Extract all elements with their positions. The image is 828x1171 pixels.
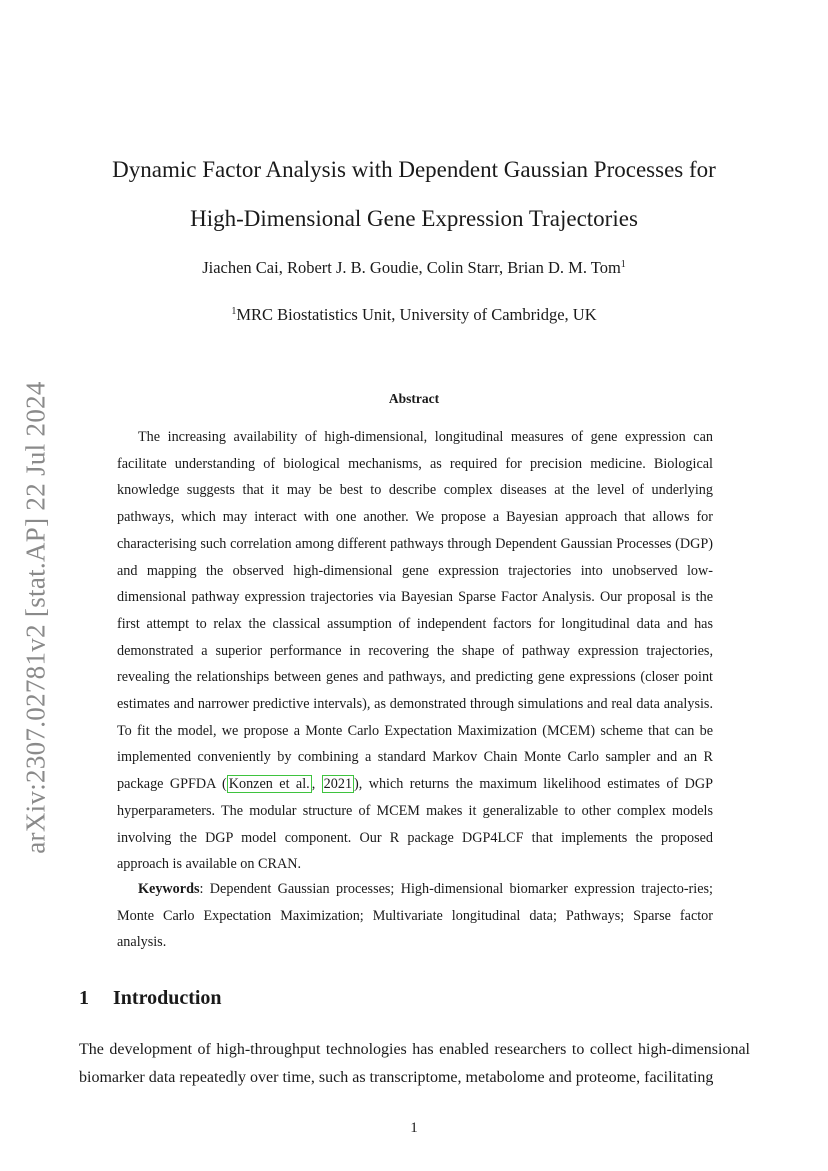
keywords-text: : Dependent Gaussian processes; High-dimensional biomarker expression trajecto-ries; Monte Carlo Expectation Maximization; Multivariate longitudinal data; Pathways; Sparse factor analysis. [117,881,713,951]
section-heading-introduction [79,987,222,1010]
introduction-paragraph: The development of high-throughput technologies has enabled researchers to collect high-dimensional biomarker data repeatedly over time, such as transcriptome, metabolome and proteome, facilitating [79,1041,750,1086]
abstract-text-part-1: The increasing availability of high-dimensional, longitudinal measures of gene expression can facilitate understanding of biological mechanisms, as required for precision medicine. Biological knowledge suggests that it may be best to describe complex diseases at the level of underlying pathways, which may interact with one another. We propose a Bayesian approach that allows for characterising such correlation among different pathways through Dependent Gaussian Processes (DGP) and mapping the observed high-dimensional gene expression trajectories into unobserved low-dimensional pathway expression trajectories via Bayesian Sparse Factor Analysis. Our proposal is the first attempt to relax the classical assumption of independent factors for longitudinal data and has demonstrated a superior performance in recovering the shape of pathway expression trajectories, revealing the relationships between genes and pathways, and predicting gene expressions (closer point estimates and narrower predictive intervals), as demonstrated through simulations and real data analysis. To fit the model, we propose a Monte Carlo Expectation Maximization (MCEM) scheme that can be implemented conveniently by combining a standard Markov Chain Monte Carlo sampler and an R package GPFDA ( [117,429,713,793]
title-line-2: High-Dimensional Gene Expression Trajectories [190,206,638,231]
section-number: 1 [79,987,89,1009]
abstract-heading: Abstract [388,391,440,406]
affiliation [90,305,738,325]
paper-title [90,145,738,243]
abstract-text-part-2: ), which returns the maximum likelihood estimates of DGP hyperparameters. The modular structure of MCEM makes it generalizable to other complex models involving the DGP model component. Our R package DGP4LCF that implements the proposed approach is available on CRAN. [117,776,714,873]
section-title: Introduction [113,987,222,1009]
author-names: Jiachen Cai, Robert J. B. Goudie, Colin Starr, Brian D. M. Tom [202,258,621,277]
author-affiliation-marker: 1 [620,259,626,270]
abstract-paragraph: The increasing availability of high-dimensional, longitudinal measures of gene expression can facilitate understanding of biological mechanisms, as required for precision medicine. Biological knowledge suggests that it may be best to describe complex diseases at the level of underlying pathways, which may interact with one another. We propose a Bayesian approach that allows for characterising such correlation among different pathways through Dependent Gaussian Processes (DGP) and mapping the observed high-dimensional gene expression trajectories into unobserved low-dimensional pathway expression trajectories via Bayesian Sparse Factor Analysis. Our proposal is the first attempt to relax the classical assumption of independent factors for longitudinal data and has demonstrated a superior performance in recovering the shape of pathway expression trajectories, revealing the relationships between genes and pathways, and predicting gene expressions (closer point estimates and narrower predictive intervals), as demonstrated through simulations and real data analysis. To fit the model, we propose a Monte Carlo Expectation Maximization (MCEM) scheme that can be implemented conveniently by combining a standard Markov Chain Monte Carlo sampler and an R package GPFDA ( Konzen et al. , 2021 ), which returns the maximum likelihood estimates of DGP hyperparameters. The modular structure of MCEM makes it generalizable to other complex models involving the DGP model component. Our R package DGP4LCF that implements the proposed approach is available on CRAN. [117,429,714,873]
page-number: 1 [410,1120,418,1136]
keywords-label: Keywords [138,881,200,897]
citation-link-authors[interactable]: Konzen et al. [228,776,310,793]
affiliation-marker: 1 [231,306,237,317]
citation-link-year[interactable]: 2021 [323,776,353,793]
keywords-paragraph [117,876,713,956]
author-list [90,258,738,278]
arxiv-identifier-text: arXiv:2307.02781v2 [stat.AP] 22 Jul 2024 [20,380,51,854]
title-line-1: Dynamic Factor Analysis with Dependent Gaussian Processes for [112,157,716,182]
affiliation-text: MRC Biostatistics Unit, University of Cambridge, UK [236,305,597,324]
arxiv-identifier-stamp [10,372,62,862]
